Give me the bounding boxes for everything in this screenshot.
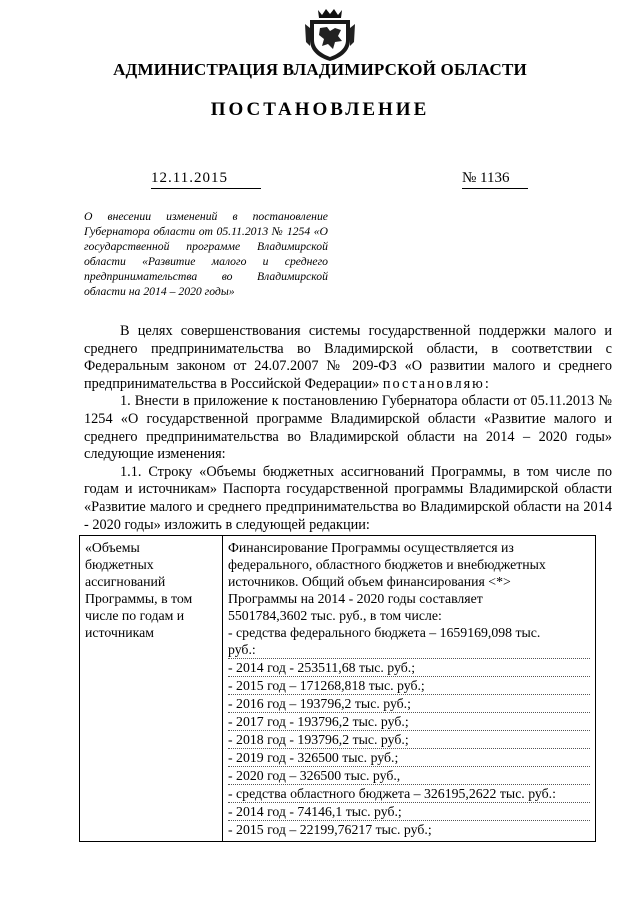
financing-text-line: Программы на 2014 - 2020 годы составляет: [228, 591, 483, 606]
organization-title: АДМИНИСТРАЦИЯ ВЛАДИМИРСКОЙ ОБЛАСТИ: [113, 60, 527, 79]
federal-year-item: - 2018 год - 193796,2 тыс. руб.;: [228, 731, 590, 749]
federal-year-item: - 2020 год – 326500 тыс. руб.,: [228, 767, 590, 785]
regional-year-item: - 2014 год - 74146,1 тыс. руб.;: [228, 803, 590, 821]
coat-of-arms-icon: [304, 6, 356, 62]
federal-year-item: - 2017 год - 193796,2 тыс. руб.;: [228, 713, 590, 731]
federal-year-item: - 2016 год – 193796,2 тыс. руб.;: [228, 695, 590, 713]
regional-year-item: - 2015 год – 22199,76217 тыс. руб.;: [228, 822, 432, 837]
preamble-paragraph: [84, 323, 612, 393]
table-row: [80, 536, 596, 842]
document-number: № 1136: [462, 170, 528, 189]
item-1-1-paragraph: 1.1. Строку «Объемы бюджетных ассигнований Программы, в том числе по годам и источникам» Паспорта государственной программы Владимирской области «Развитие малого и среднего предпринимательства во Владимирской области на 2014 - 2020 годы» изложить в следующей редакции:: [84, 463, 612, 533]
document-type-title: ПОСТАНОВЛЕНИЕ: [210, 99, 430, 120]
document-body: [84, 323, 612, 534]
row-header-line: Программы, в том: [85, 591, 193, 606]
federal-year-item: - 2015 год – 171268,818 тыс. руб.;: [228, 677, 590, 695]
row-header-line: ассигнований: [85, 574, 166, 589]
document-date: 12.11.2015: [151, 170, 261, 189]
passport-table: [79, 535, 596, 842]
decree-word: постановляю:: [382, 375, 491, 392]
financing-text-line: федерального, областного бюджетов и внебюджетных: [228, 557, 546, 572]
table-row-value-cell: [223, 536, 596, 842]
federal-year-item: - 2019 год - 326500 тыс. руб.;: [228, 749, 590, 767]
row-header-line: источникам: [85, 625, 154, 640]
document-subject: О внесении изменений в постановление Губернатора области от 05.11.2013 № 1254 «О государственной программе Владимирской области «Развитие малого и среднего предпринимательства во Владимирской области на 2014 – 2020 годы»: [84, 210, 328, 298]
item-1-paragraph: 1. Внести в приложение к постановлению Губернатора области от 05.11.2013 № 1254 «О государственной программе Владимирской области «Развитие малого и среднего предпринимательства во Владимирской области на 2014 – 2020 годы» следующие изменения:: [84, 393, 612, 463]
regional-budget-total: - средства областного бюджета – 326195,2622 тыс. руб.:: [228, 785, 590, 803]
federal-year-item: - 2014 год - 253511,68 тыс. руб.;: [228, 659, 590, 677]
financing-text-line: - средства федерального бюджета – 1659169,098 тыс.: [228, 625, 541, 640]
financing-text-line: руб.:: [228, 641, 590, 659]
preamble-text: В целях совершенствования системы государственной поддержки малого и среднего предпринимательства во Владимирской области, в соответствии с Федеральным законом от 24.07.2007 № 209-ФЗ «О развитии малого и среднего предпринимательства в Российской Федерации»: [84, 323, 612, 392]
financing-text-line: Финансирование Программы осуществляется из: [228, 540, 514, 555]
table-row-header-cell: [80, 536, 223, 842]
row-header-line: «Объемы: [85, 540, 140, 555]
financing-text-line: источников. Общий объем финансирования <*>: [228, 574, 511, 589]
row-header-line: числе по годам и: [85, 608, 185, 623]
row-header-line: бюджетных: [85, 557, 154, 572]
financing-text-line: 5501784,3602 тыс. руб., в том числе:: [228, 608, 442, 623]
